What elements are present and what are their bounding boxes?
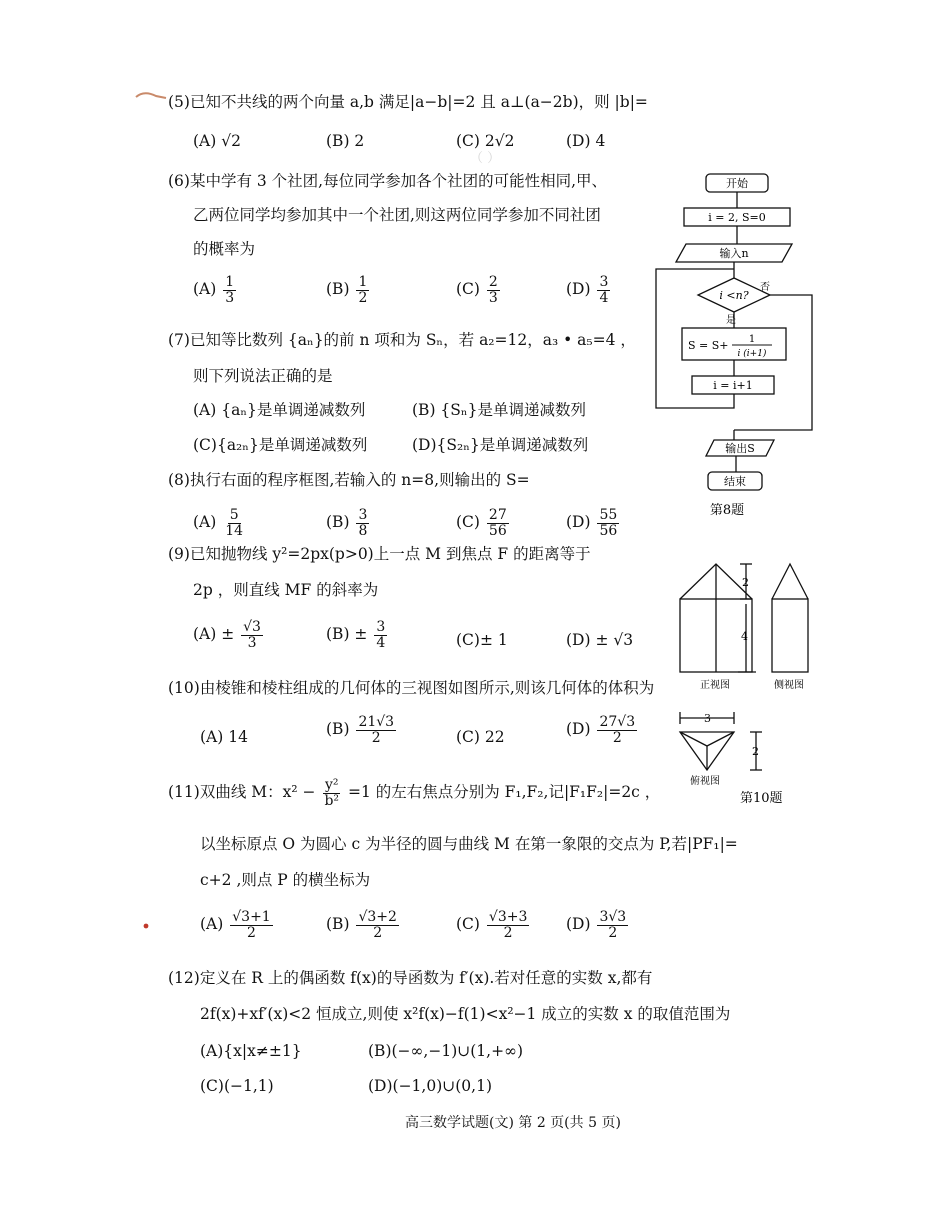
q7-option-b: (B) {Sₙ}是单调递减数列: [412, 401, 586, 419]
denominator: 3: [488, 289, 498, 306]
fraction: [356, 910, 398, 940]
q7-option-c: (C){a₂ₙ}是单调递减数列: [193, 436, 368, 454]
fraction: [597, 715, 637, 745]
side-view-prism: [772, 599, 808, 672]
q11-line1: [168, 778, 660, 808]
q5-stem: (5)已知不共线的两个向量 a,b 满足|a−b|=2 且 a⊥(a−2b)，则 |b|=: [168, 93, 648, 111]
q9-option-d: (D) ± √3: [566, 631, 634, 649]
fraction: [597, 508, 619, 538]
q12-option-c: (C)(−1,1): [200, 1077, 274, 1095]
option-label: (B): [326, 513, 350, 532]
q6-option-d: [566, 275, 612, 305]
denominator: 3: [225, 289, 235, 306]
q6-option-c: [456, 275, 502, 305]
option-label: (B): [326, 915, 350, 934]
q11-option-d: [566, 910, 630, 940]
denominator: 4: [376, 634, 386, 651]
dimension-4: 4: [741, 630, 748, 643]
red-dot-icon: [142, 922, 150, 930]
q12-line2: 2f(x)+xf′(x)<2 恒成立,则使 x²f(x)−f(1)<x²−1 成立的实数 x 的取值范围为: [200, 1005, 731, 1023]
q11-line2: 以坐标原点 O 为圆心 c 为半径的圆与曲线 M 在第一象限的交点为 P,若|PF₁|=: [200, 835, 738, 853]
q10-stem: (10)由棱锥和棱柱组成的几何体的三视图如图所示,则该几何体的体积为: [168, 679, 655, 697]
denominator: 4: [599, 289, 609, 306]
denominator: b²: [324, 792, 340, 809]
q9-line1: (9)已知抛物线 y²=2px(p>0)上一点 M 到焦点 F 的距离等于: [168, 545, 591, 563]
flowchart: [650, 168, 820, 528]
option-label: (A): [193, 513, 217, 532]
q11-line3: c+2 ,则点 P 的横坐标为: [200, 871, 371, 889]
page-footer: 高三数学试题(文) 第 2 页(共 5 页): [405, 1115, 621, 1131]
q6-line1: (6)某中学有 3 个社团,每位同学参加各个社团的可能性相同,甲、: [168, 172, 608, 190]
numerator: y²: [324, 777, 339, 793]
flowchart-caption: 第8题: [709, 503, 745, 518]
q5-option-b: (B) 2: [326, 132, 365, 150]
denominator: 3: [247, 634, 257, 651]
q10-option-a: (A) 14: [200, 728, 248, 746]
fraction: [322, 778, 341, 808]
side-view-pyramid: [772, 564, 808, 599]
flow-start-label: 开始: [726, 177, 748, 190]
q7-option-a: (A) {aₙ}是单调递减数列: [193, 401, 366, 419]
option-label: (C): [456, 915, 480, 934]
q8-option-a: [193, 508, 247, 538]
top-view-label: 俯视图: [690, 776, 720, 787]
numerator: 3: [599, 274, 609, 290]
q6-line2: 乙两位同学均参加其中一个社团,则这两位同学参加不同社团: [193, 206, 601, 224]
bleed-through-text: （ ）: [470, 151, 501, 166]
q12-option-d: (D)(−1,0)∪(0,1): [368, 1077, 492, 1095]
denominator: 2: [612, 729, 622, 746]
flow-assign-prefix: S = S+: [688, 339, 729, 352]
flow-init-label: i = 2, S=0: [708, 211, 766, 224]
option-label: (B): [326, 280, 350, 299]
flow-no-path: [734, 295, 812, 430]
dimension-3: 3: [704, 712, 711, 725]
fraction: [356, 275, 369, 305]
q9-option-c: (C)± 1: [456, 631, 508, 649]
fraction: [487, 275, 500, 305]
option-label: (A) ±: [193, 625, 235, 644]
q12-line1: (12)定义在 R 上的偶函数 f(x)的导函数为 f′(x).若对任意的实数 x,都有: [168, 969, 653, 987]
q10-option-d: [566, 715, 639, 745]
fraction: [374, 620, 387, 650]
option-label: (A): [193, 280, 217, 299]
numerator: 5: [229, 507, 239, 523]
flow-assign-num: 1: [748, 334, 756, 345]
fraction: [356, 715, 396, 745]
fraction: [597, 275, 610, 305]
q8-option-c: [456, 508, 511, 538]
option-label: (D): [566, 280, 591, 299]
numerator: 1: [358, 274, 368, 290]
fraction: [223, 508, 245, 538]
q8-option-d: [566, 508, 621, 538]
denominator: 56: [488, 522, 507, 539]
numerator: √3+3: [488, 909, 528, 925]
option-label: (D): [566, 513, 591, 532]
flow-yes-label: 是: [726, 315, 736, 326]
q5-option-d: (D) 4: [566, 132, 606, 150]
flow-output-label: 输出S: [725, 442, 755, 455]
fraction: [241, 620, 263, 650]
denominator: 8: [358, 522, 368, 539]
numerator: 2: [488, 274, 498, 290]
option-label: (A): [200, 915, 224, 934]
numerator: 21√3: [358, 714, 395, 730]
flow-no-label: 否: [760, 282, 770, 293]
denominator: 2: [503, 924, 513, 941]
side-view-label: 侧视图: [774, 680, 804, 691]
denominator: 2: [608, 924, 618, 941]
q10-option-b: [326, 715, 398, 745]
numerator: 55: [599, 507, 618, 523]
numerator: √3+2: [358, 909, 397, 925]
fraction: [487, 508, 509, 538]
numerator: 3: [376, 619, 386, 635]
q9-line2: 2p ，则直线 MF 的斜率为: [193, 581, 379, 599]
q11-option-b: [326, 910, 401, 940]
fraction: [230, 910, 272, 940]
q9-option-a: [193, 620, 265, 650]
denominator: 2: [371, 729, 381, 746]
scan-mark-icon: [134, 88, 168, 106]
numerator: 1: [225, 274, 235, 290]
q10-option-c: (C) 22: [456, 728, 505, 746]
q11-suffix: =1 的左右焦点分别为 F₁,F₂,记|F₁F₂|=2c ，: [347, 783, 661, 802]
q6-option-a: [193, 275, 238, 305]
q11-option-c: [456, 910, 531, 940]
numerator: √3: [243, 619, 261, 635]
fraction: [223, 275, 236, 305]
numerator: 27: [488, 507, 507, 523]
q7-option-d: (D){S₂ₙ}是单调递减数列: [412, 436, 589, 454]
q5-option-a: (A) √2: [193, 132, 241, 150]
fraction: [597, 910, 628, 940]
numerator: 27√3: [599, 714, 636, 730]
q7-line2: 则下列说法正确的是: [193, 367, 333, 385]
option-label: (B): [326, 720, 350, 739]
option-label: (C): [456, 280, 480, 299]
denominator: 56: [599, 522, 618, 539]
q6-option-b: [326, 275, 371, 305]
denominator: 2: [358, 289, 368, 306]
fraction: [487, 910, 529, 940]
three-views: [668, 556, 818, 816]
flow-input-label: 输入n: [719, 247, 749, 260]
denominator: 2: [373, 924, 383, 941]
q8-option-b: [326, 508, 371, 538]
fraction: [356, 508, 369, 538]
denominator: 14: [225, 522, 244, 539]
flow-condition-label: i <n?: [719, 289, 749, 302]
option-label: (C): [456, 513, 480, 532]
option-label: (D): [566, 720, 591, 739]
flow-inc-label: i = i+1: [713, 379, 753, 392]
flow-end-label: 结束: [724, 475, 746, 488]
front-view-label: 正视图: [700, 680, 730, 691]
q8-stem: (8)执行右面的程序框图,若输入的 n=8,则输出的 S=: [168, 471, 530, 489]
q6-line3: 的概率为: [193, 240, 256, 258]
q9-option-b: [326, 620, 389, 650]
numerator: √3+1: [232, 909, 271, 925]
flow-assign-den: i (i+1): [737, 349, 767, 359]
q11-prefix: (11)双曲线 M：x² −: [168, 783, 316, 802]
numerator: 3: [358, 507, 368, 523]
q7-line1: (7)已知等比数列 {aₙ}的前 n 项和为 Sₙ，若 a₂=12，a₃ • a₅=4 ，: [168, 331, 636, 349]
denominator: 2: [247, 924, 256, 941]
option-label: (B) ±: [326, 625, 368, 644]
numerator: 3√3: [599, 909, 627, 925]
q12-option-a: (A){x|x≠±1}: [200, 1042, 302, 1060]
dimension-2b: 2: [752, 745, 759, 758]
dimension-2a: 2: [742, 576, 749, 589]
views-caption: 第10题: [740, 791, 783, 806]
q12-option-b: (B)(−∞,−1)∪(1,+∞): [368, 1042, 524, 1060]
q5-option-c: (C) 2√2: [456, 132, 515, 150]
option-label: (D): [566, 915, 591, 934]
q11-option-a: [200, 910, 275, 940]
